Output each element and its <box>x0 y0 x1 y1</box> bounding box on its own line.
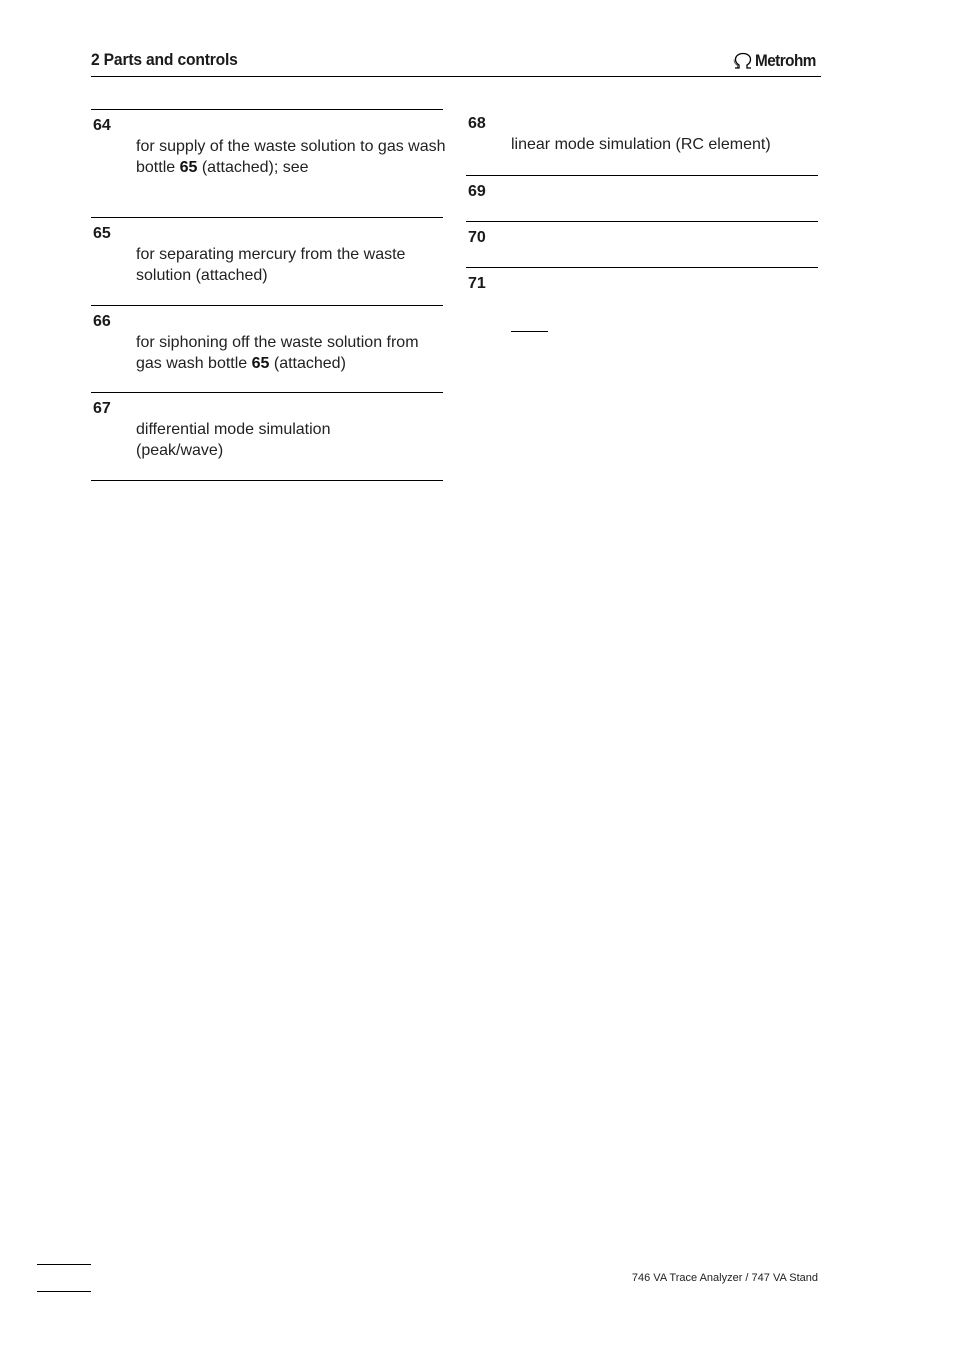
header-rule <box>91 76 821 77</box>
parts-entry <box>91 392 443 481</box>
short-rule <box>511 331 548 332</box>
logo-text: Metrohm <box>755 51 816 70</box>
section-title: 2 Parts and controls <box>91 50 238 69</box>
entry-number: 64 <box>93 117 111 134</box>
parts-entry <box>91 109 446 217</box>
parts-entry <box>91 217 443 305</box>
parts-entry <box>466 109 818 175</box>
entry-number: 65 <box>93 225 111 242</box>
metrohm-logo <box>733 50 823 72</box>
footer-document-title: 746 VA Trace Analyzer / 747 VA Stand <box>631 1272 818 1284</box>
parts-entry <box>466 221 818 267</box>
right-column <box>466 109 818 327</box>
parts-entry <box>466 267 818 327</box>
omega-icon <box>733 52 753 70</box>
entry-number: 71 <box>468 275 486 292</box>
entry-description: for supply of the waste solution to gas wash bottle 65 (attached); see <box>136 138 446 176</box>
entry-number: 66 <box>93 313 111 330</box>
entry-number: 68 <box>468 115 486 132</box>
entry-number: 70 <box>468 229 486 246</box>
entry-description: linear mode simulation (RC element) <box>511 136 771 153</box>
entry-number: 69 <box>468 183 486 200</box>
entry-description: for separating mercury from the waste solution (attached) <box>136 246 406 284</box>
footer-rule <box>37 1264 91 1265</box>
entry-description: for siphoning off the waste solution from gas wash bottle 65 (attached) <box>136 334 419 372</box>
footer-rule <box>37 1291 91 1292</box>
left-column <box>91 109 446 481</box>
entry-description: differential mode simulation (peak/wave) <box>136 421 331 459</box>
parts-entry <box>91 305 443 392</box>
parts-entry <box>466 175 818 221</box>
entry-number: 67 <box>93 400 111 417</box>
